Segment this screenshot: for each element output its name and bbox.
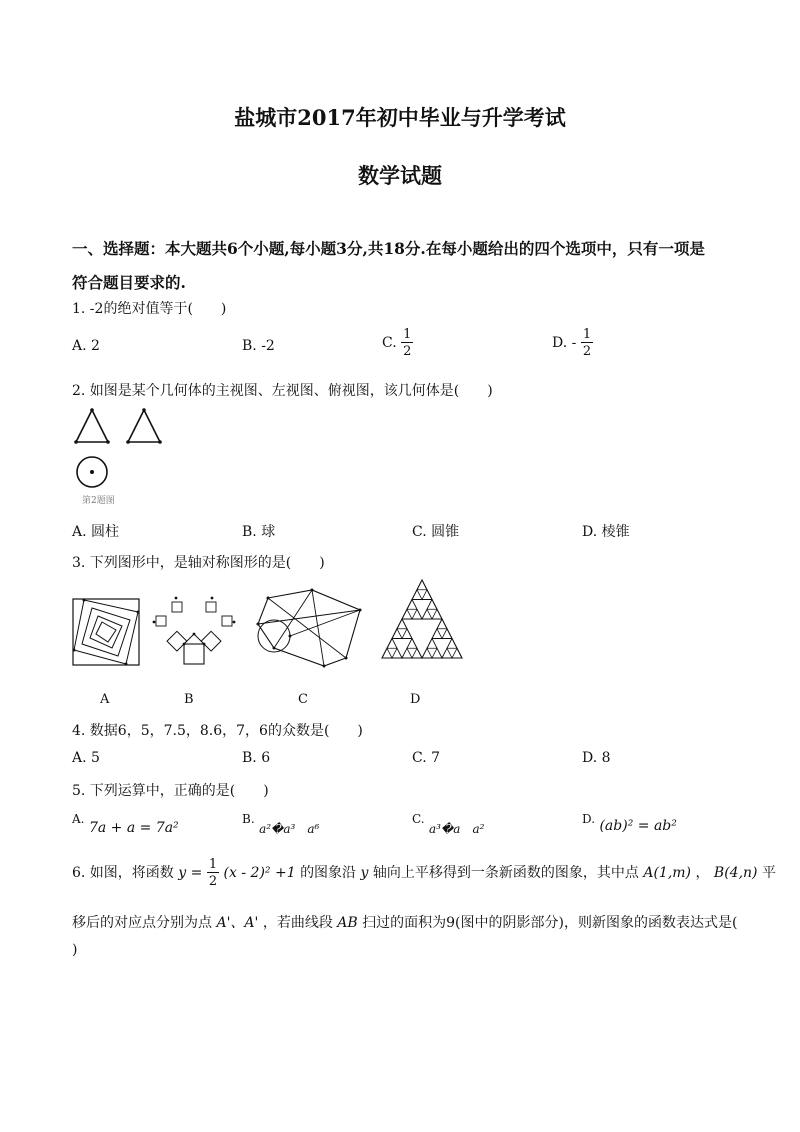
q1-option-c-numerator: 1 <box>403 327 412 342</box>
q5-option-c-prefix: C. <box>412 812 425 826</box>
q3-label-b: B <box>184 692 194 707</box>
q2-figure-caption: 第2题图 <box>82 496 115 506</box>
q6-func-fraction <box>207 858 219 888</box>
q6-line1 <box>72 857 776 889</box>
front-view-triangle <box>76 410 108 442</box>
q3-label-c: C <box>298 692 308 707</box>
q3-figure-c <box>254 588 364 668</box>
q1-option-b: B. -2 <box>242 338 275 354</box>
q4-option-a: A. 5 <box>72 750 100 766</box>
q2-option-b: B. 球 <box>242 524 276 540</box>
q6-part4: 平 <box>761 865 776 881</box>
q6-line2 <box>72 912 738 932</box>
q1-option-c-prefix: C. <box>382 335 397 351</box>
q5-stem: 5. 下列运算中，正确的是( ) <box>72 783 269 799</box>
q4-option-b: B. 6 <box>242 750 271 766</box>
q1-option-c <box>382 328 413 358</box>
q5-option-c <box>412 812 485 836</box>
exam-subtitle: 数学试题 <box>358 163 442 188</box>
section-heading-line2: 符合题目要求的. <box>72 273 186 292</box>
q6-point-b: B(4,n) <box>713 865 758 881</box>
q2-three-views-figure <box>70 404 170 504</box>
q6-line2d: AB <box>337 915 358 931</box>
q5-option-d-expr: (ab)² = ab² <box>599 818 677 834</box>
section-heading-line1: 一、选择题：本大题共6个小题,每小题3分,共18分.在每小题给出的四个选项中，只有一项是 <box>72 239 705 258</box>
q5-option-a-expr: 7a + a = 7a² <box>88 820 179 836</box>
q6-sep: ， <box>695 865 710 881</box>
q6-line2c: ，若曲线段 <box>262 915 333 931</box>
q3-figure-a <box>72 598 140 666</box>
q1-option-c-denominator: 2 <box>403 344 412 359</box>
q5-option-c-expr: a³�a a² <box>429 822 485 836</box>
q5-option-d-prefix: D. <box>582 812 596 826</box>
q1-option-d <box>552 328 593 358</box>
q6-func-numerator: 1 <box>208 857 218 872</box>
q6-func-denominator: 2 <box>208 874 218 889</box>
q1-stem: 1. -2的绝对值等于( ) <box>72 301 227 317</box>
q3-label-a: A <box>100 692 110 707</box>
q3-label-d: D <box>410 692 421 707</box>
section-heading <box>72 232 732 300</box>
q6-line2a: 移后的对应点分别为点 <box>72 915 212 931</box>
q3-figure-b <box>150 594 238 666</box>
q1-option-a: A. 2 <box>72 338 100 354</box>
q5-option-b <box>242 812 320 836</box>
q3-stem: 3. 下列图形中，是轴对称图形的是( ) <box>72 555 325 571</box>
q1-option-d-denominator: 2 <box>582 344 592 359</box>
q3-figure-d <box>380 578 464 662</box>
q5-option-a <box>72 812 179 836</box>
q6-axis-var: y <box>360 865 369 881</box>
q2-option-d: D. 棱锥 <box>582 524 630 540</box>
q2-option-a: A. 圆柱 <box>72 524 120 540</box>
q6-line2b: A'、A' <box>216 915 259 931</box>
q6-part2: 的图象沿 <box>300 865 357 881</box>
q4-stem: 4. 数据6，5，7.5，8.6，7，6的众数是( ) <box>72 723 363 739</box>
side-view-triangle <box>128 410 160 442</box>
q6-func-left: y = <box>178 865 203 881</box>
q5-option-d <box>582 812 677 834</box>
q4-option-d: D. 8 <box>582 750 611 766</box>
q5-option-b-expr: a²�a³ a⁶ <box>259 822 320 836</box>
q6-point-a: A(1,m) <box>643 865 692 881</box>
q1-option-c-fraction <box>401 328 413 358</box>
q2-option-c: C. 圆锥 <box>412 524 460 540</box>
q6-part3: 轴向上平移得到一条新函数的图象，其中点 <box>372 865 639 881</box>
q6-line3: ) <box>72 942 78 958</box>
exam-title: 盐城市2017年初中毕业与升学考试 <box>234 105 566 130</box>
q1-option-d-numerator: 1 <box>582 327 592 342</box>
q6-line2e: 扫过的面积为9(图中的阴影部分)，则新图象的函数表达式是( <box>362 915 738 931</box>
q5-option-b-prefix: B. <box>242 812 255 826</box>
q1-option-d-fraction <box>581 328 593 358</box>
q5-option-a-prefix: A. <box>72 812 85 826</box>
q4-option-c: C. 7 <box>412 750 441 766</box>
q6-func-right: (x - 2)² +1 <box>223 865 296 881</box>
q6-part1: 6. 如图，将函数 <box>72 865 174 881</box>
q2-stem: 2. 如图是某个几何体的主视图、左视图、俯视图，该几何体是( ) <box>72 383 493 399</box>
q1-option-d-prefix: D. - <box>552 335 577 351</box>
